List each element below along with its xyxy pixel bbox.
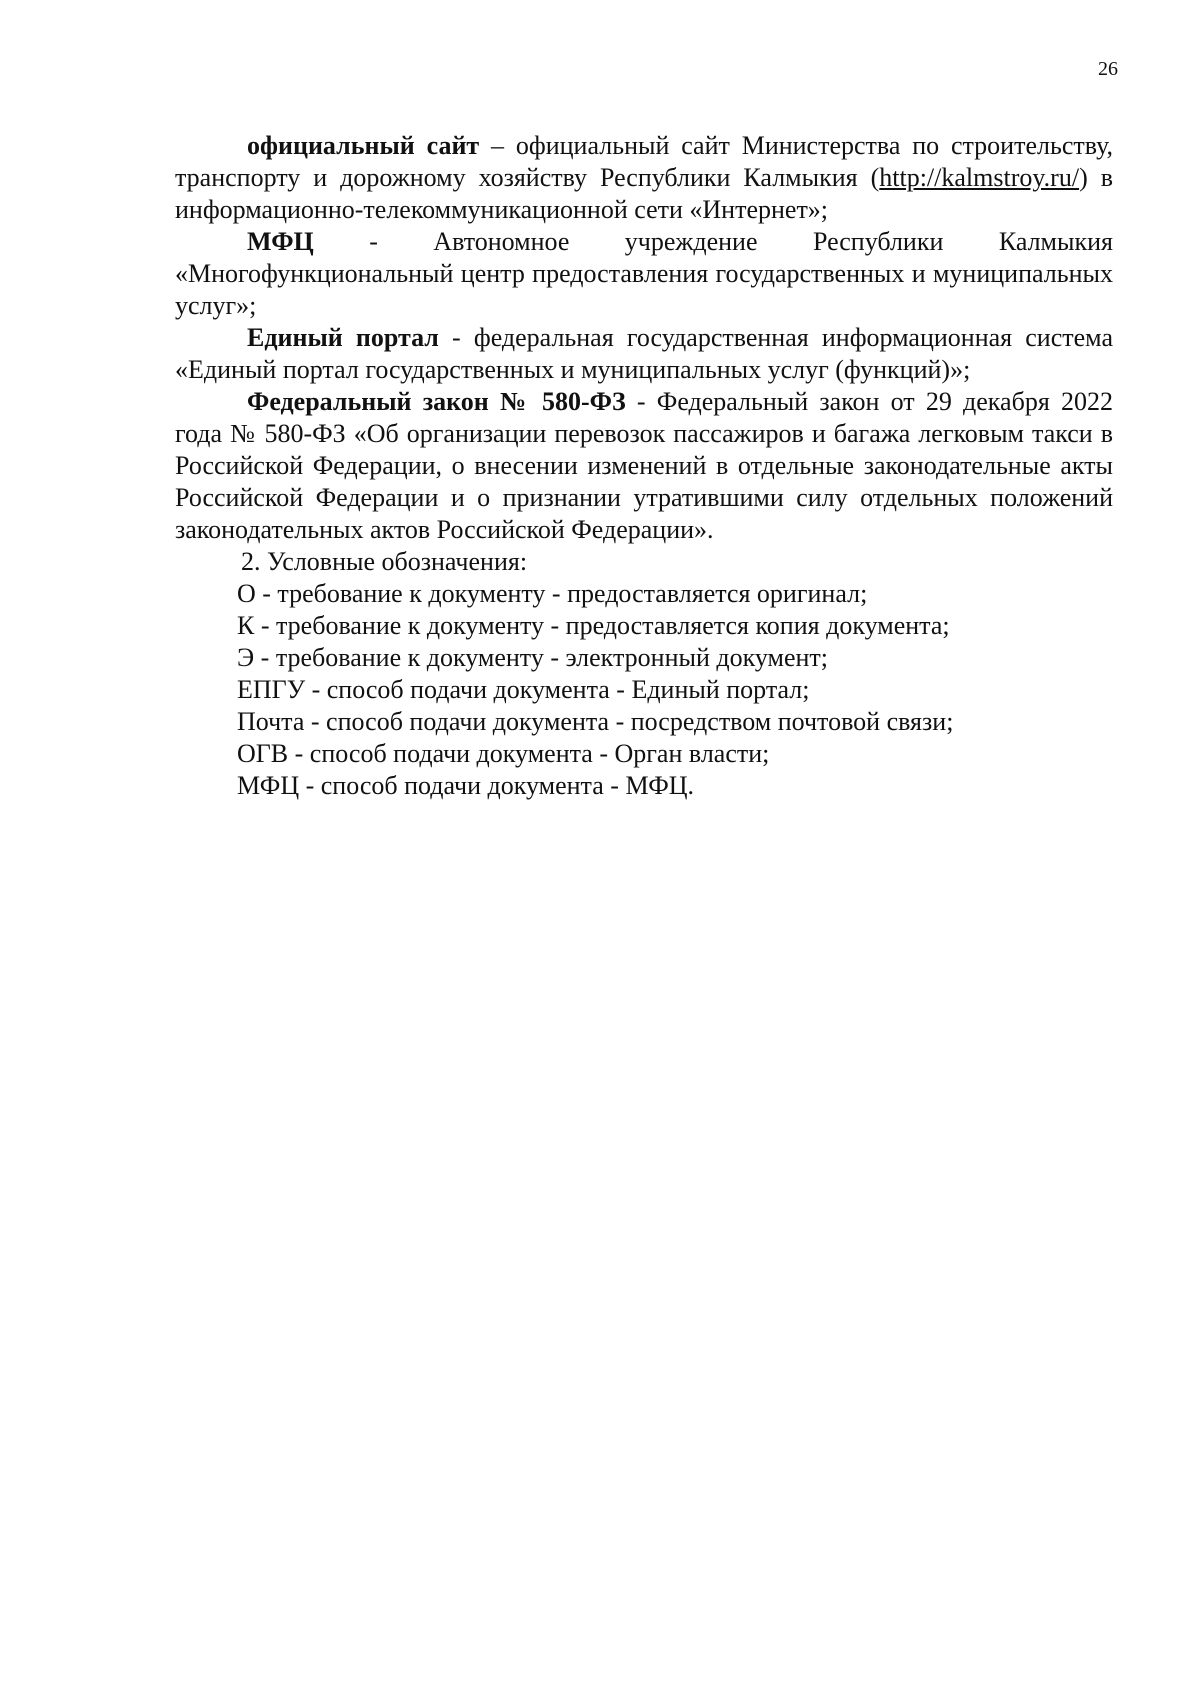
definition-text: официальный сайт Министерства по строительству, транспорту и дорожному хозяйству Республики Калмыкия (: [175, 131, 1114, 192]
legend-item: ЕПГУ - способ подачи документа - Единый портал;: [237, 675, 810, 704]
legend-item: Почта - способ подачи документа - посредством почтовой связи;: [237, 707, 954, 736]
definition-term: МФЦ: [247, 227, 314, 256]
definition-federal-law: [175, 386, 1113, 546]
definition-term: Единый портал: [247, 323, 439, 352]
legend-item: МФЦ - способ подачи документа - МФЦ.: [237, 771, 695, 800]
legend-item: Э - требование к документу - электронный документ;: [237, 643, 829, 672]
definition-mfc: [175, 226, 1113, 322]
legend-item: ОГВ - способ подачи документа - Орган власти;: [237, 739, 770, 768]
document-body: [175, 130, 1113, 802]
definition-text: Автономное учреждение Республики Калмыкия «Многофункциональный центр предоставления государственных и муниципальных услуг»;: [175, 227, 1113, 320]
legend-item: О - требование к документу - предоставляется оригинал;: [237, 579, 868, 608]
definition-text: Федеральный закон от 29 декабря 2022 года № 580-ФЗ «Об организации перевозок пассажиров и багажа легковым такси в Российской Федерации, о внесении изменений в отдельные законодательные акты Российской Федерации и о признании утратившими силу отдельных положений законодательных актов Российской Федерации».: [175, 387, 1113, 544]
definition-separator: -: [625, 387, 657, 416]
section-heading: 2. Условные обозначения:: [241, 547, 528, 576]
definition-separator: -: [313, 227, 434, 256]
page-number: 26: [1098, 58, 1118, 80]
definition-term: Федеральный закон № 580-ФЗ: [247, 387, 626, 416]
definition-term: официальный сайт: [247, 131, 480, 160]
legend-item: К - требование к документу - предоставляется копия документа;: [237, 611, 950, 640]
definition-text-continued: ) в информационно-телекоммуникационной сети «Интернет»;: [175, 163, 1113, 224]
definition-separator: –: [479, 131, 516, 160]
definition-unified-portal: [175, 322, 1113, 386]
definition-official-site: [175, 130, 1113, 226]
website-link[interactable]: http://kalmstroy.ru/: [879, 163, 1080, 192]
definition-separator: -: [438, 323, 474, 352]
definition-text: федеральная государственная информационная система «Единый портал государственных и муниципальных услуг (функций)»;: [175, 323, 1113, 384]
